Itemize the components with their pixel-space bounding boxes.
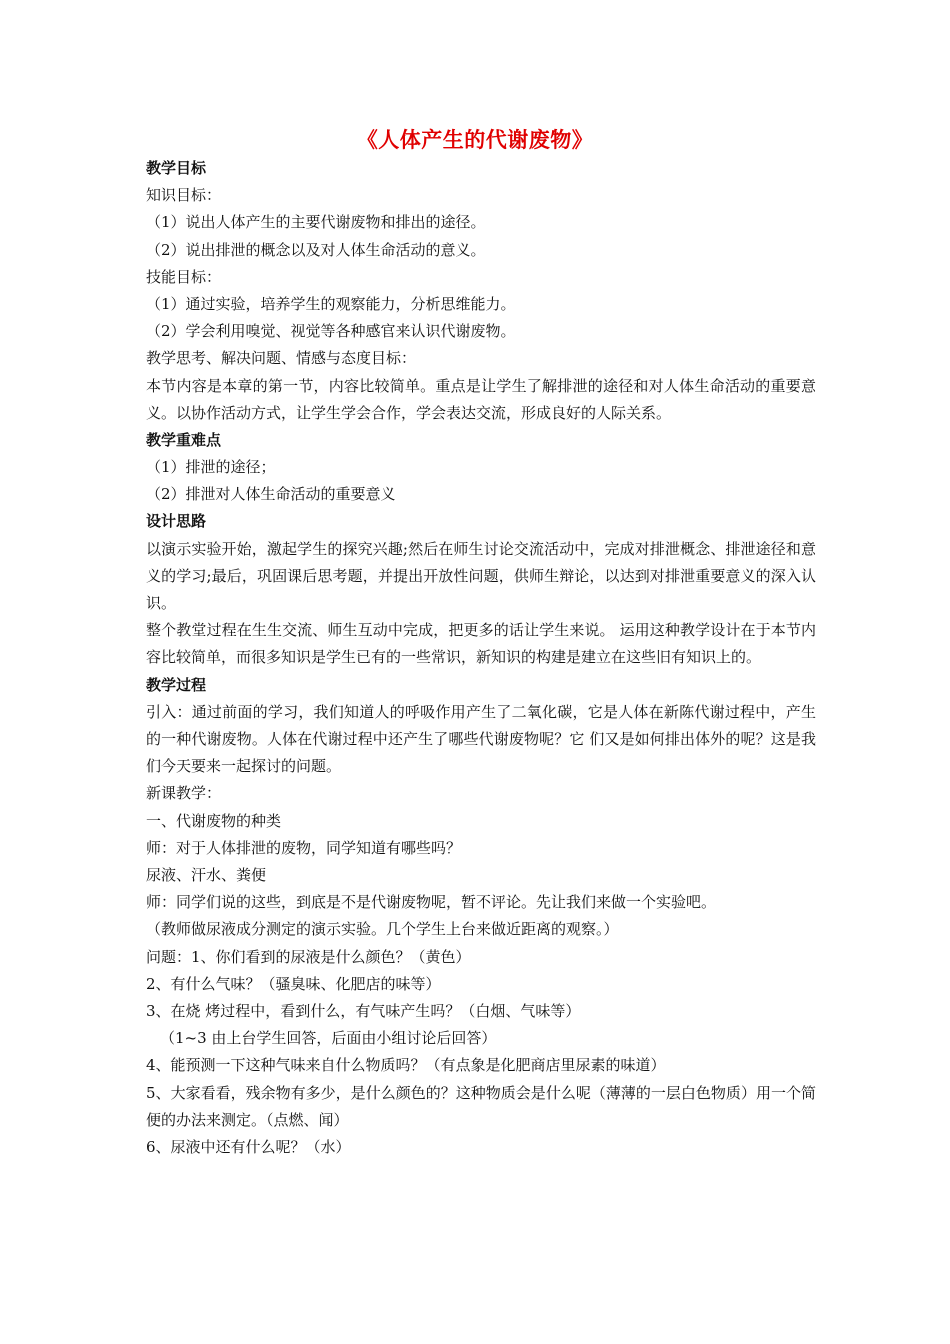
paragraph: 整个教堂过程在生生交流、师生互动中完成，把更多的话让学生来说。 运用这种教学设计在于本节内容比较简单，而很多知识是学生已有的一些常识，新知识的构建是建立在这些旧有知识上的。 [146,621,816,667]
text-line: 2、有什么气味？（骚臭味、化肥店的味等） [146,974,441,993]
text-line: 4、能预测一下这种气味来自什么物质吗？（有点象是化肥商店里尿素的味道） [146,1056,666,1075]
text-line: 知识目标： [146,186,222,205]
text-line: 一、代谢废物的种类 [146,811,282,830]
text-line: （2）学会利用嗅觉、视觉等各种感官来认识代谢废物。 [146,322,516,341]
text-line: （1）说出人体产生的主要代谢废物和排出的途径。 [146,213,486,232]
paragraph: 以演示实验开始，激起学生的探究兴趣;然后在师生讨论交流活动中，完成对排泄概念、排泄途径和意义的学习;最后，巩固课后思考题，并提出开放性问题，供师生辩论，以达到对排泄重要意义的深入认识。 [146,539,816,613]
text-line: 6、尿液中还有什么呢？（水） [146,1137,351,1156]
text-line: 技能目标： [146,267,222,286]
text-line: （1~3 由上台学生回答，后面由小组讨论后回答） [160,1029,497,1048]
text-line: 师：同学们说的这些，到底是不是代谢废物呢，暂不评论。先让我们来做一个实验吧。 [146,893,717,912]
section-heading: 教学过程 [146,675,207,694]
text-line: 师：对于人体排泄的废物，同学知道有哪些吗？ [146,838,462,857]
text-line: 新课教学： [146,784,222,803]
text-line: （1）通过实验，培养学生的观察能力，分析思维能力。 [146,294,516,313]
paragraph: 本节内容是本章的第一节，内容比较简单。重点是让学生了解排泄的途径和对人体生命活动的重要意义。以协作活动方式，让学生学会合作，学会表达交流，形成良好的人际关系。 [146,376,816,422]
section-heading: 教学重难点 [146,430,222,449]
section-heading: 设计思路 [146,512,207,531]
document-body [146,155,816,1161]
text-line: （1）排泄的途径； [146,458,276,477]
text-line: （2）排泄对人体生命活动的重要意义 [146,485,396,504]
text-line: 问题：1、你们看到的尿液是什么颜色？（黄色） [146,947,471,966]
text-line: （教师做尿液成分测定的演示实验。几个学生上台来做近距离的观察。） [146,920,619,939]
section-heading: 教学目标 [146,159,207,177]
paragraph: 5、大家看看，残余物有多少，是什么颜色的？这种物质会是什么呢（薄薄的一层白色物质）用一个简便的办法来测定。（点燃、闻） [146,1083,816,1129]
text-line: 3、在烧 烤过程中，看到什么，有气味产生吗？（白烟、气味等） [146,1001,581,1020]
paragraph: 引入：通过前面的学习，我们知道人的呼吸作用产生了二氧化碳，它是人体在新陈代谢过程中，产生的一种代谢废物。人体在代谢过程中还产生了哪些代谢废物呢？它 们又是如何排出体外的呢？这是我们今天要来一起探讨的问题。 [146,702,816,776]
text-line: 教学思考、解决问题、情感与态度目标： [146,349,417,368]
document-title: 《人体产生的代谢废物》 [356,128,594,152]
text-line: （2）说出排泄的概念以及对人体生命活动的意义。 [146,240,486,259]
text-line: 尿液、汗水、粪便 [146,866,267,885]
